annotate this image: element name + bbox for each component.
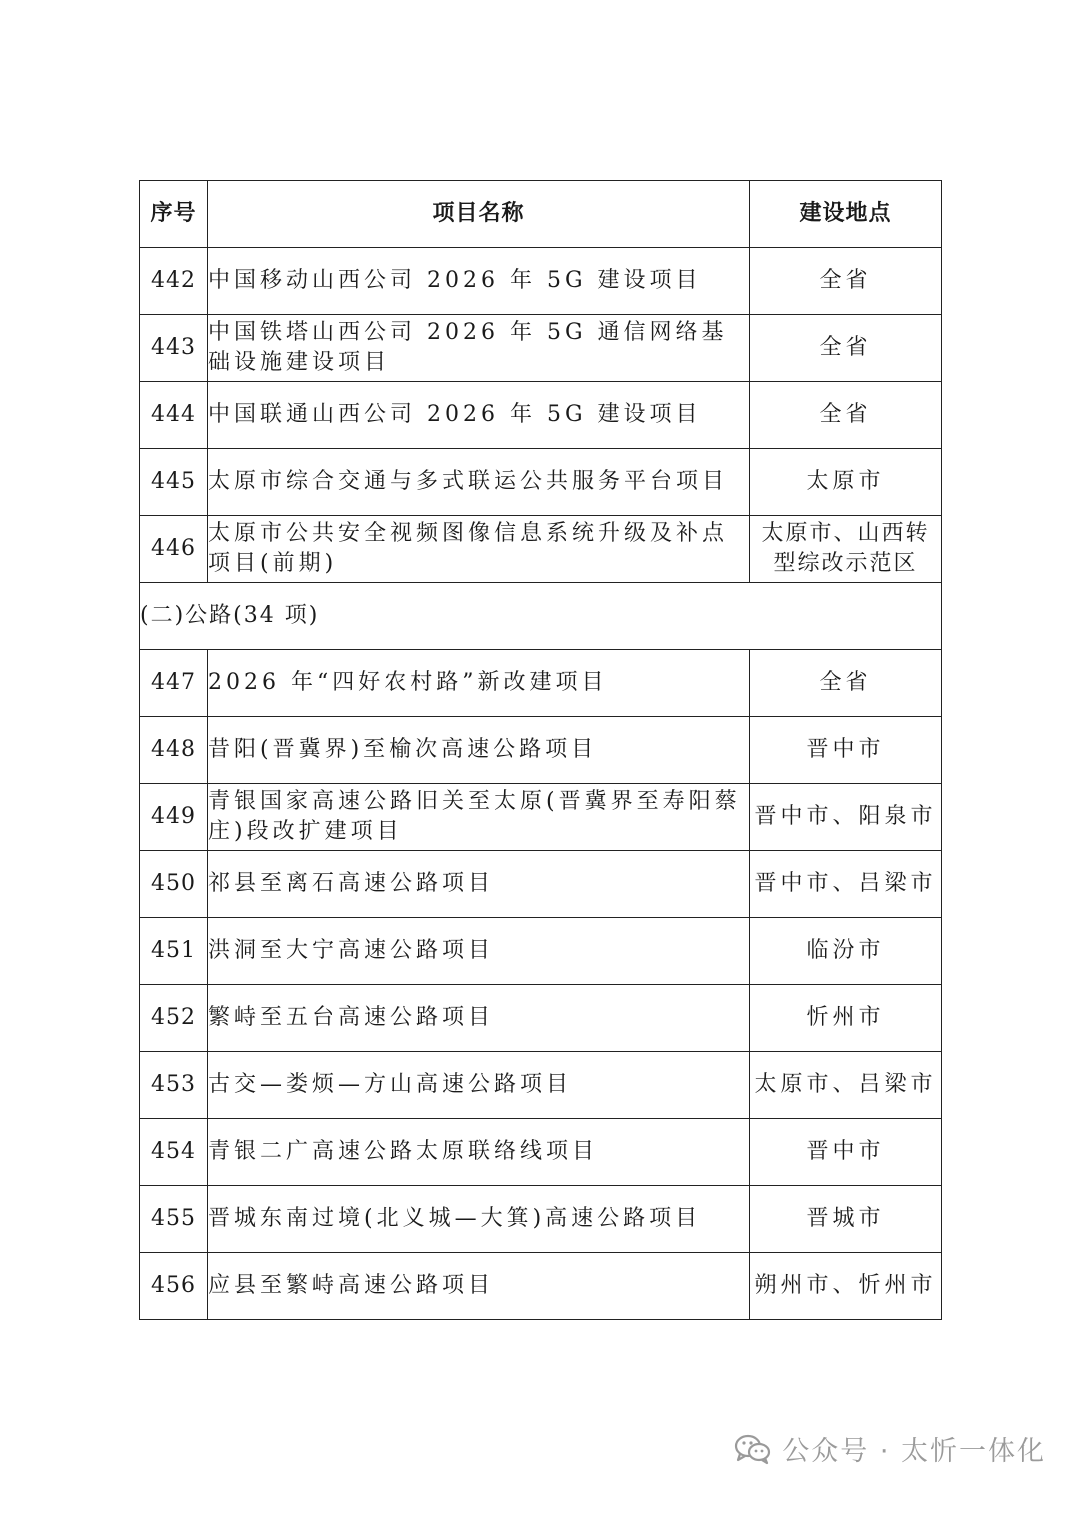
row-location: 晋中市、阳泉市 <box>750 784 942 851</box>
row-location: 全省 <box>750 315 942 382</box>
row-location: 全省 <box>750 248 942 315</box>
row-no: 446 <box>140 516 208 583</box>
table-row <box>140 851 942 918</box>
row-name: 青银二广高速公路太原联络线项目 <box>208 1119 750 1186</box>
row-location: 临汾市 <box>750 918 942 985</box>
row-name: 古交—娄烦—方山高速公路项目 <box>208 1052 750 1119</box>
header-location: 建设地点 <box>750 181 942 248</box>
row-name: 中国联通山西公司 2026 年 5G 建设项目 <box>208 382 750 449</box>
row-name: 太原市综合交通与多式联运公共服务平台项目 <box>208 449 750 516</box>
row-no: 454 <box>140 1119 208 1186</box>
table-row <box>140 315 942 382</box>
table-row <box>140 449 942 516</box>
row-no: 453 <box>140 1052 208 1119</box>
table-row <box>140 717 942 784</box>
watermark <box>734 1429 1046 1468</box>
row-name: 晋城东南过境(北义城—大箕)高速公路项目 <box>208 1186 750 1253</box>
row-name: 青银国家高速公路旧关至太原(晋冀界至寿阳蔡庄)段改扩建项目 <box>208 784 750 851</box>
row-name: 应县至繁峙高速公路项目 <box>208 1253 750 1320</box>
row-location: 全省 <box>750 650 942 717</box>
row-name: 祁县至离石高速公路项目 <box>208 851 750 918</box>
row-location: 朔州市、忻州市 <box>750 1253 942 1320</box>
row-location: 忻州市 <box>750 985 942 1052</box>
row-no: 450 <box>140 851 208 918</box>
table-row <box>140 1253 942 1320</box>
table-row <box>140 1052 942 1119</box>
wechat-icon <box>734 1433 772 1465</box>
table-row <box>140 985 942 1052</box>
header-name: 项目名称 <box>208 181 750 248</box>
section-row <box>140 583 942 650</box>
row-no: 449 <box>140 784 208 851</box>
row-location: 太原市、山西转型综改示范区 <box>750 516 942 583</box>
table-row <box>140 784 942 851</box>
row-location: 晋城市 <box>750 1186 942 1253</box>
project-table <box>139 180 942 1320</box>
row-location: 晋中市 <box>750 1119 942 1186</box>
row-no: 455 <box>140 1186 208 1253</box>
row-location: 晋中市 <box>750 717 942 784</box>
table-row <box>140 650 942 717</box>
section-heading: (二)公路(34 项) <box>140 583 942 650</box>
row-no: 452 <box>140 985 208 1052</box>
row-location: 太原市、吕梁市 <box>750 1052 942 1119</box>
row-no: 445 <box>140 449 208 516</box>
table-row <box>140 1119 942 1186</box>
row-no: 448 <box>140 717 208 784</box>
row-location: 晋中市、吕梁市 <box>750 851 942 918</box>
row-no: 444 <box>140 382 208 449</box>
row-name: 太原市公共安全视频图像信息系统升级及补点项目(前期) <box>208 516 750 583</box>
row-location: 太原市 <box>750 449 942 516</box>
row-no: 442 <box>140 248 208 315</box>
table-row <box>140 248 942 315</box>
table-row <box>140 918 942 985</box>
row-name: 昔阳(晋冀界)至榆次高速公路项目 <box>208 717 750 784</box>
table-row <box>140 382 942 449</box>
table-row <box>140 516 942 583</box>
row-no: 451 <box>140 918 208 985</box>
row-name: 2026 年“四好农村路”新改建项目 <box>208 650 750 717</box>
row-name: 中国移动山西公司 2026 年 5G 建设项目 <box>208 248 750 315</box>
header-row <box>140 181 942 248</box>
header-no: 序号 <box>140 181 208 248</box>
row-name: 繁峙至五台高速公路项目 <box>208 985 750 1052</box>
table-row <box>140 1186 942 1253</box>
row-location: 全省 <box>750 382 942 449</box>
row-name: 洪洞至大宁高速公路项目 <box>208 918 750 985</box>
row-no: 443 <box>140 315 208 382</box>
watermark-text: 公众号 · 太忻一体化 <box>782 1436 1046 1467</box>
row-name: 中国铁塔山西公司 2026 年 5G 通信网络基础设施建设项目 <box>208 315 750 382</box>
row-no: 447 <box>140 650 208 717</box>
row-no: 456 <box>140 1253 208 1320</box>
